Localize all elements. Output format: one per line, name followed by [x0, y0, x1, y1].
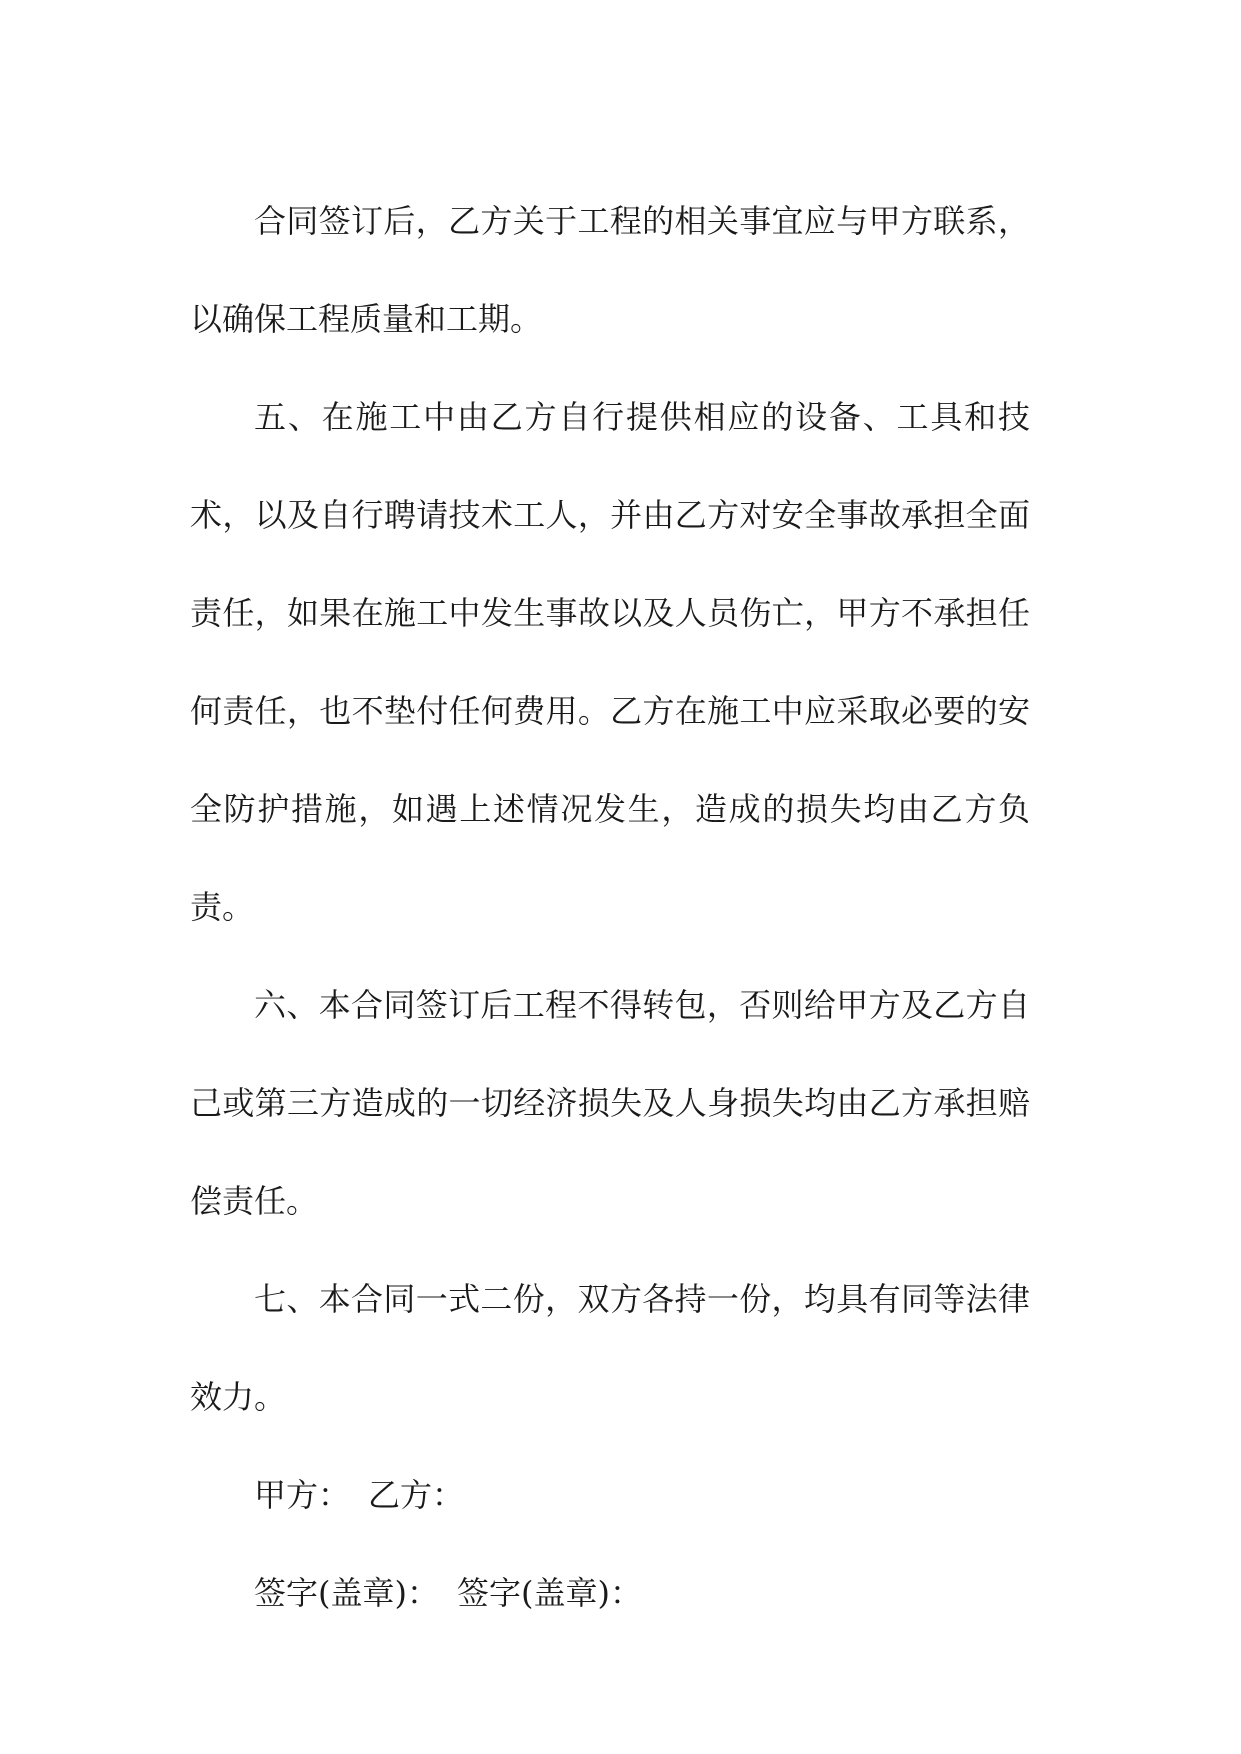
- contract-body: [190, 172, 1030, 1642]
- paragraph-contact-clause: 合同签订后，乙方关于工程的相关事宜应与甲方联系，以确保工程质量和工期。: [190, 202, 1030, 338]
- signature-labels-line: [190, 1544, 1030, 1642]
- party-a-label: 甲方：: [254, 1476, 351, 1514]
- party-labels-line: [190, 1446, 1030, 1544]
- paragraph-clause-six: 六、本合同签订后工程不得转包，否则给甲方及乙方自己或第三方造成的一切经济损失及人身损失均由乙方承担赔偿责任。: [190, 986, 1030, 1220]
- party-a-sign-label: 签字(盖章)：: [254, 1574, 439, 1612]
- party-b-sign-label: 签字(盖章)：: [456, 1574, 642, 1612]
- party-b-label: 乙方：: [368, 1476, 465, 1514]
- paragraph-clause-five: 五、在施工中由乙方自行提供相应的设备、工具和技术，以及自行聘请技术工人，并由乙方对安全事故承担全面责任，如果在施工中发生事故以及人员伤亡，甲方不承担任何责任，也不垫付任何费用。乙方在施工中应采取必要的安全防护措施，如遇上述情况发生，造成的损失均由乙方负责。: [190, 398, 1030, 926]
- paragraph-clause-seven: 七、本合同一式二份，双方各持一份，均具有同等法律效力。: [190, 1280, 1030, 1416]
